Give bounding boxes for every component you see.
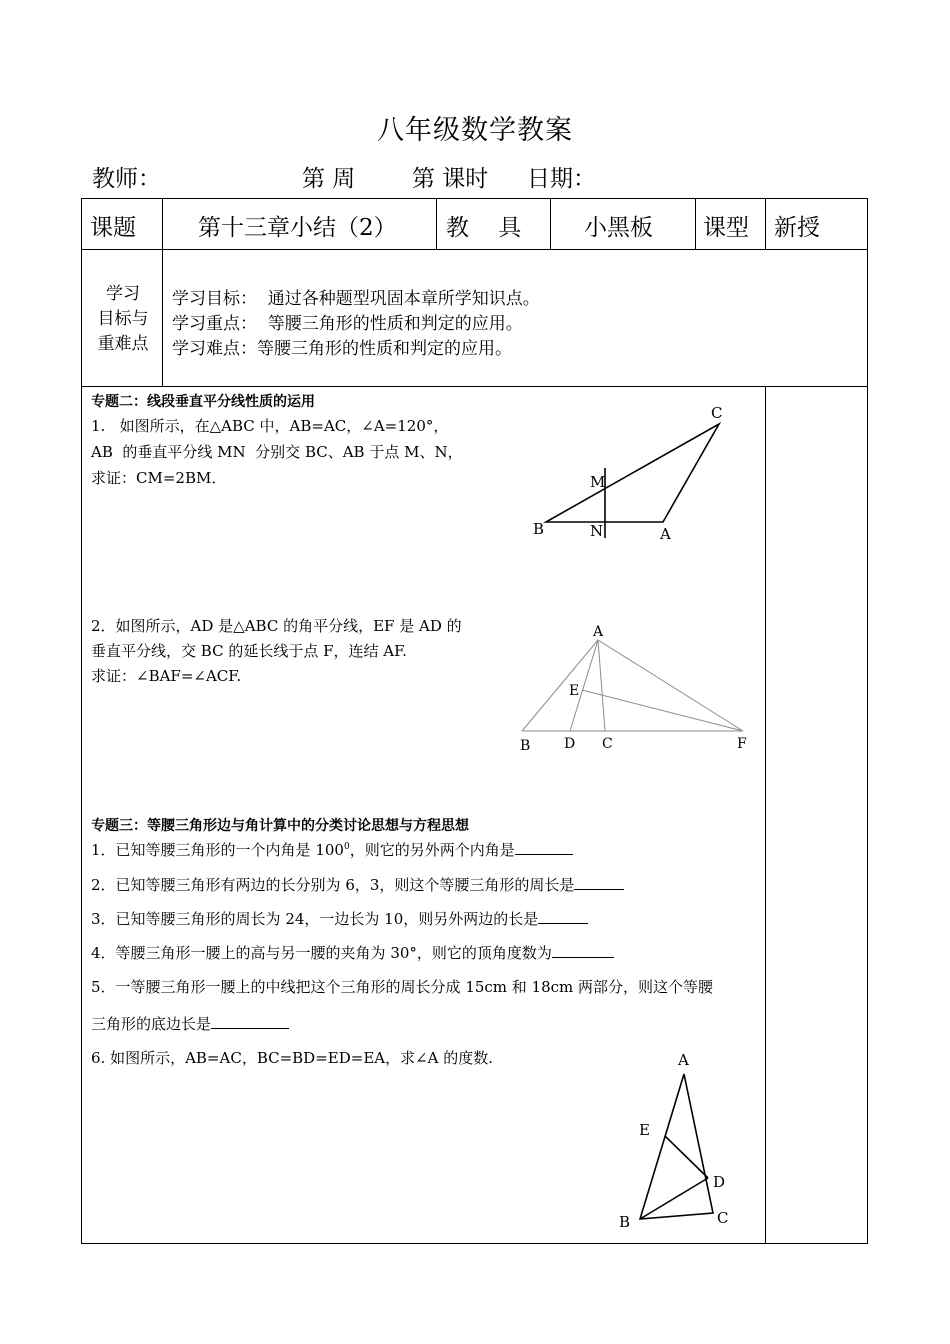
answer-blank[interactable] (211, 1014, 289, 1029)
type-value: 新授 (774, 215, 820, 241)
answer-blank[interactable] (538, 909, 588, 924)
topic3-q1-tail: ，则它的另外两个内角是 (349, 841, 515, 859)
topic2-q2-line2: 垂直平分线，交 BC 的延长线于点 F，连结 AF. (91, 642, 407, 660)
triangle-abc-sides (522, 640, 743, 731)
figure-q2-triangle (510, 615, 760, 760)
label-a: A (678, 1051, 689, 1069)
label-a: A (660, 525, 671, 543)
answer-blank[interactable] (552, 943, 614, 958)
topic-label: 课题 (90, 215, 136, 241)
topic3-q2 (91, 874, 624, 895)
topic3-q6: 6. 如图所示，AB=AC，BC=BD=ED=EA，求∠A 的度数. (91, 1049, 494, 1067)
date-label: 日期： (527, 166, 596, 192)
topic2-q1-line1: 1. 如图所示，在△ABC 中，AB=AC，∠A=120°， (91, 417, 449, 435)
label-f: F (737, 736, 747, 752)
label-c: C (717, 1209, 729, 1227)
topic3-q3 (91, 908, 588, 929)
row-divider-2 (81, 386, 868, 387)
topic3-q4-text: 4．等腰三角形一腰上的高与另一腰的夹角为 30°，则它的顶角度数为 (91, 944, 552, 962)
label-b: B (619, 1213, 631, 1231)
label-d: D (564, 736, 576, 752)
label-a: A (593, 624, 604, 640)
week-label: 第 周 (302, 166, 356, 192)
topic2-q1-line3: 求证：CM=2BM． (91, 469, 227, 487)
page-title: 八年级数学教案 (377, 115, 573, 146)
topic3-q3-text: 3．已知等腰三角形的周长为 24，一边长为 10，则另外两边的长是 (91, 910, 539, 928)
topic3-q2-text: 2．已知等腰三角形有两边的长分别为 6，3，则这个等腰三角形的周长是 (91, 876, 575, 894)
teacher-label: 教师： (92, 166, 161, 192)
tools-label: 教 具 (446, 215, 522, 241)
label-m: M (590, 473, 606, 491)
topic3-q5-line1: 5．一等腰三角形一腰上的中线把这个三角形的周长分成 15cm 和 18cm 两部分，则这个等腰 (91, 978, 714, 996)
col-divider-3 (550, 198, 551, 249)
goals-label-line: 重难点 (97, 334, 149, 354)
tools-value: 小黑板 (584, 215, 653, 241)
label-e: E (569, 683, 580, 699)
label-c: C (711, 404, 723, 422)
col-divider-5 (765, 198, 766, 249)
notes-column-divider (765, 386, 766, 1244)
label-c: C (602, 736, 613, 752)
topic3-q1 (91, 839, 573, 860)
col-divider-2 (436, 198, 437, 249)
topic2-q2-line3: 求证：∠BAF=∠ACF. (91, 667, 242, 685)
topic3-q1-degree: 0 (343, 842, 350, 852)
figure-q1-triangle (520, 395, 750, 550)
figure-q6-triangle (610, 1045, 760, 1235)
goals-label (84, 282, 162, 357)
topic3-heading: 专题三：等腰三角形边与角计算中的分类讨论思想与方程思想 (91, 818, 469, 834)
topic3-q4 (91, 942, 614, 963)
goals-label-line: 学习 (106, 284, 140, 304)
label-d: D (713, 1173, 726, 1191)
topic2-heading: 专题二：线段垂直平分线性质的运用 (91, 394, 315, 410)
topic3-q5 (91, 1013, 289, 1034)
topic2-q2-line1: 2．如图所示，AD 是△ABC 的角平分线，EF 是 AD 的 (91, 617, 462, 635)
answer-blank[interactable] (574, 875, 624, 890)
answer-blank[interactable] (515, 840, 573, 855)
label-b: B (520, 738, 531, 754)
topic3-q5-line2: 三角形的底边长是 (91, 1015, 212, 1033)
col-divider-1 (162, 198, 163, 386)
topic2-q1-line2: AB 的垂直平分线 MN 分别交 BC、AB 于点 M、N， (91, 443, 463, 461)
learning-difficulty: 学习难点：等腰三角形的性质和判定的应用。 (172, 339, 512, 359)
type-label: 课型 (703, 215, 749, 241)
topic3-q1-text: 1．已知等腰三角形的一个内角是 100 (91, 841, 344, 859)
period-label: 第 课时 (412, 166, 489, 192)
learning-objective: 学习目标： 通过各种题型巩固本章所学知识点。 (172, 289, 540, 309)
topic-value: 第十三章小结（2） (198, 215, 397, 241)
label-e: E (639, 1121, 650, 1139)
segment-ef (582, 690, 743, 731)
label-n: N (590, 522, 604, 540)
row-divider-1 (81, 249, 868, 250)
learning-key-point: 学习重点： 等腰三角形的性质和判定的应用。 (172, 314, 523, 334)
triangle-abc (546, 424, 719, 522)
col-divider-4 (695, 198, 696, 249)
segment-ac (598, 640, 605, 731)
goals-label-line: 目标与 (97, 309, 149, 329)
label-b: B (533, 520, 545, 538)
